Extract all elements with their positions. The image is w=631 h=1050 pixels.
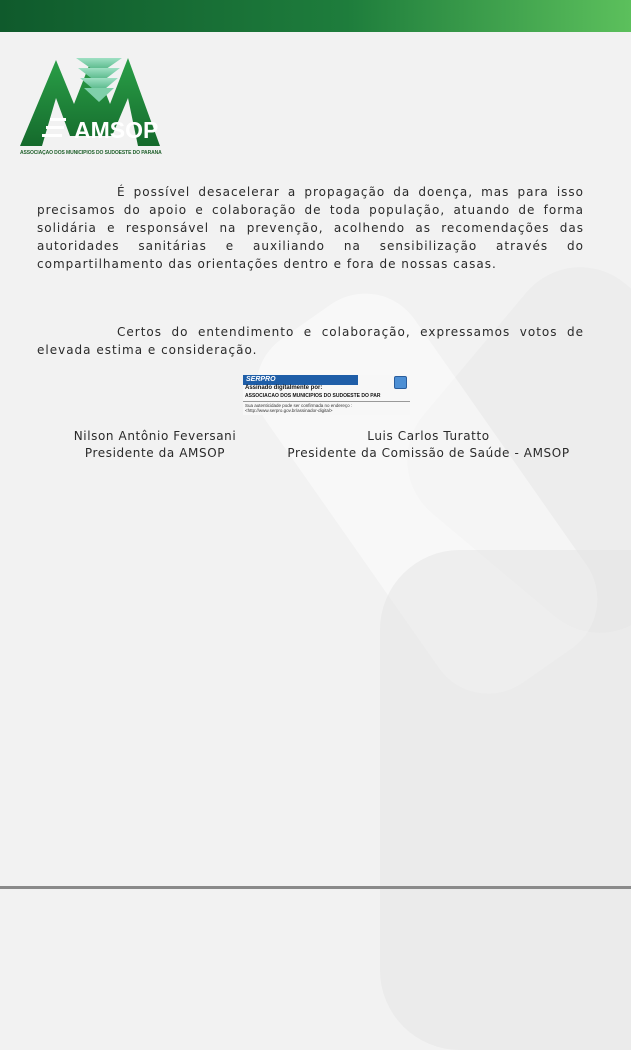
body-paragraph-1	[37, 183, 584, 273]
signatory-name: Nilson Antônio Feversani	[73, 429, 237, 443]
header-bar	[0, 0, 631, 32]
stamp-verify-text: Sua autenticidade pode ser confirmada no endereço :	[245, 403, 353, 408]
body-paragraph-2	[37, 323, 584, 359]
signatory-name: Luis Carlos Turatto	[367, 429, 490, 443]
stamp-signer: ASSOCIACAO DOS MUNICIPIOS DO SUDOESTE DO PAR	[245, 393, 381, 399]
paragraph-2-text: Certos do entendimento e colaboração, expressamos votos de elevada estima e consideração.	[37, 325, 584, 357]
stamp-provider: SERPRO	[243, 375, 358, 385]
amsop-logo	[20, 58, 162, 160]
stamp-signed-label: Assinado digitalmente por:	[245, 385, 323, 391]
digital-signature-stamp	[243, 375, 410, 415]
signatory-role: Presidente da AMSOP	[84, 446, 226, 460]
background-shape	[380, 550, 631, 1050]
signature-block-2	[276, 428, 581, 462]
stamp-icon	[394, 376, 407, 389]
paragraph-1-text: É possível desacelerar a propagação da doença, mas para isso precisamos do apoio e colaboração de toda população, atuando de forma solidária e responsável na prevenção, acolhendo as recomendações das autoridades sanitárias e auxiliando na sensibilização através do compartilhamento das orientações dentro e fora de nossas casas.	[37, 185, 584, 271]
signature-block-1	[60, 428, 250, 462]
logo-wordmark: AMSOP	[74, 117, 159, 143]
logo-caption: ASSOCIAÇÃO DOS MUNICÍPIOS DO SUDOESTE DO PARANÁ	[20, 150, 162, 156]
stamp-divider	[243, 401, 410, 402]
stamp-verify-url: <http://www.serpro.gov.br/assinador-digital>	[245, 408, 333, 413]
signatory-role: Presidente da Comissão de Saúde - AMSOP	[287, 446, 570, 460]
